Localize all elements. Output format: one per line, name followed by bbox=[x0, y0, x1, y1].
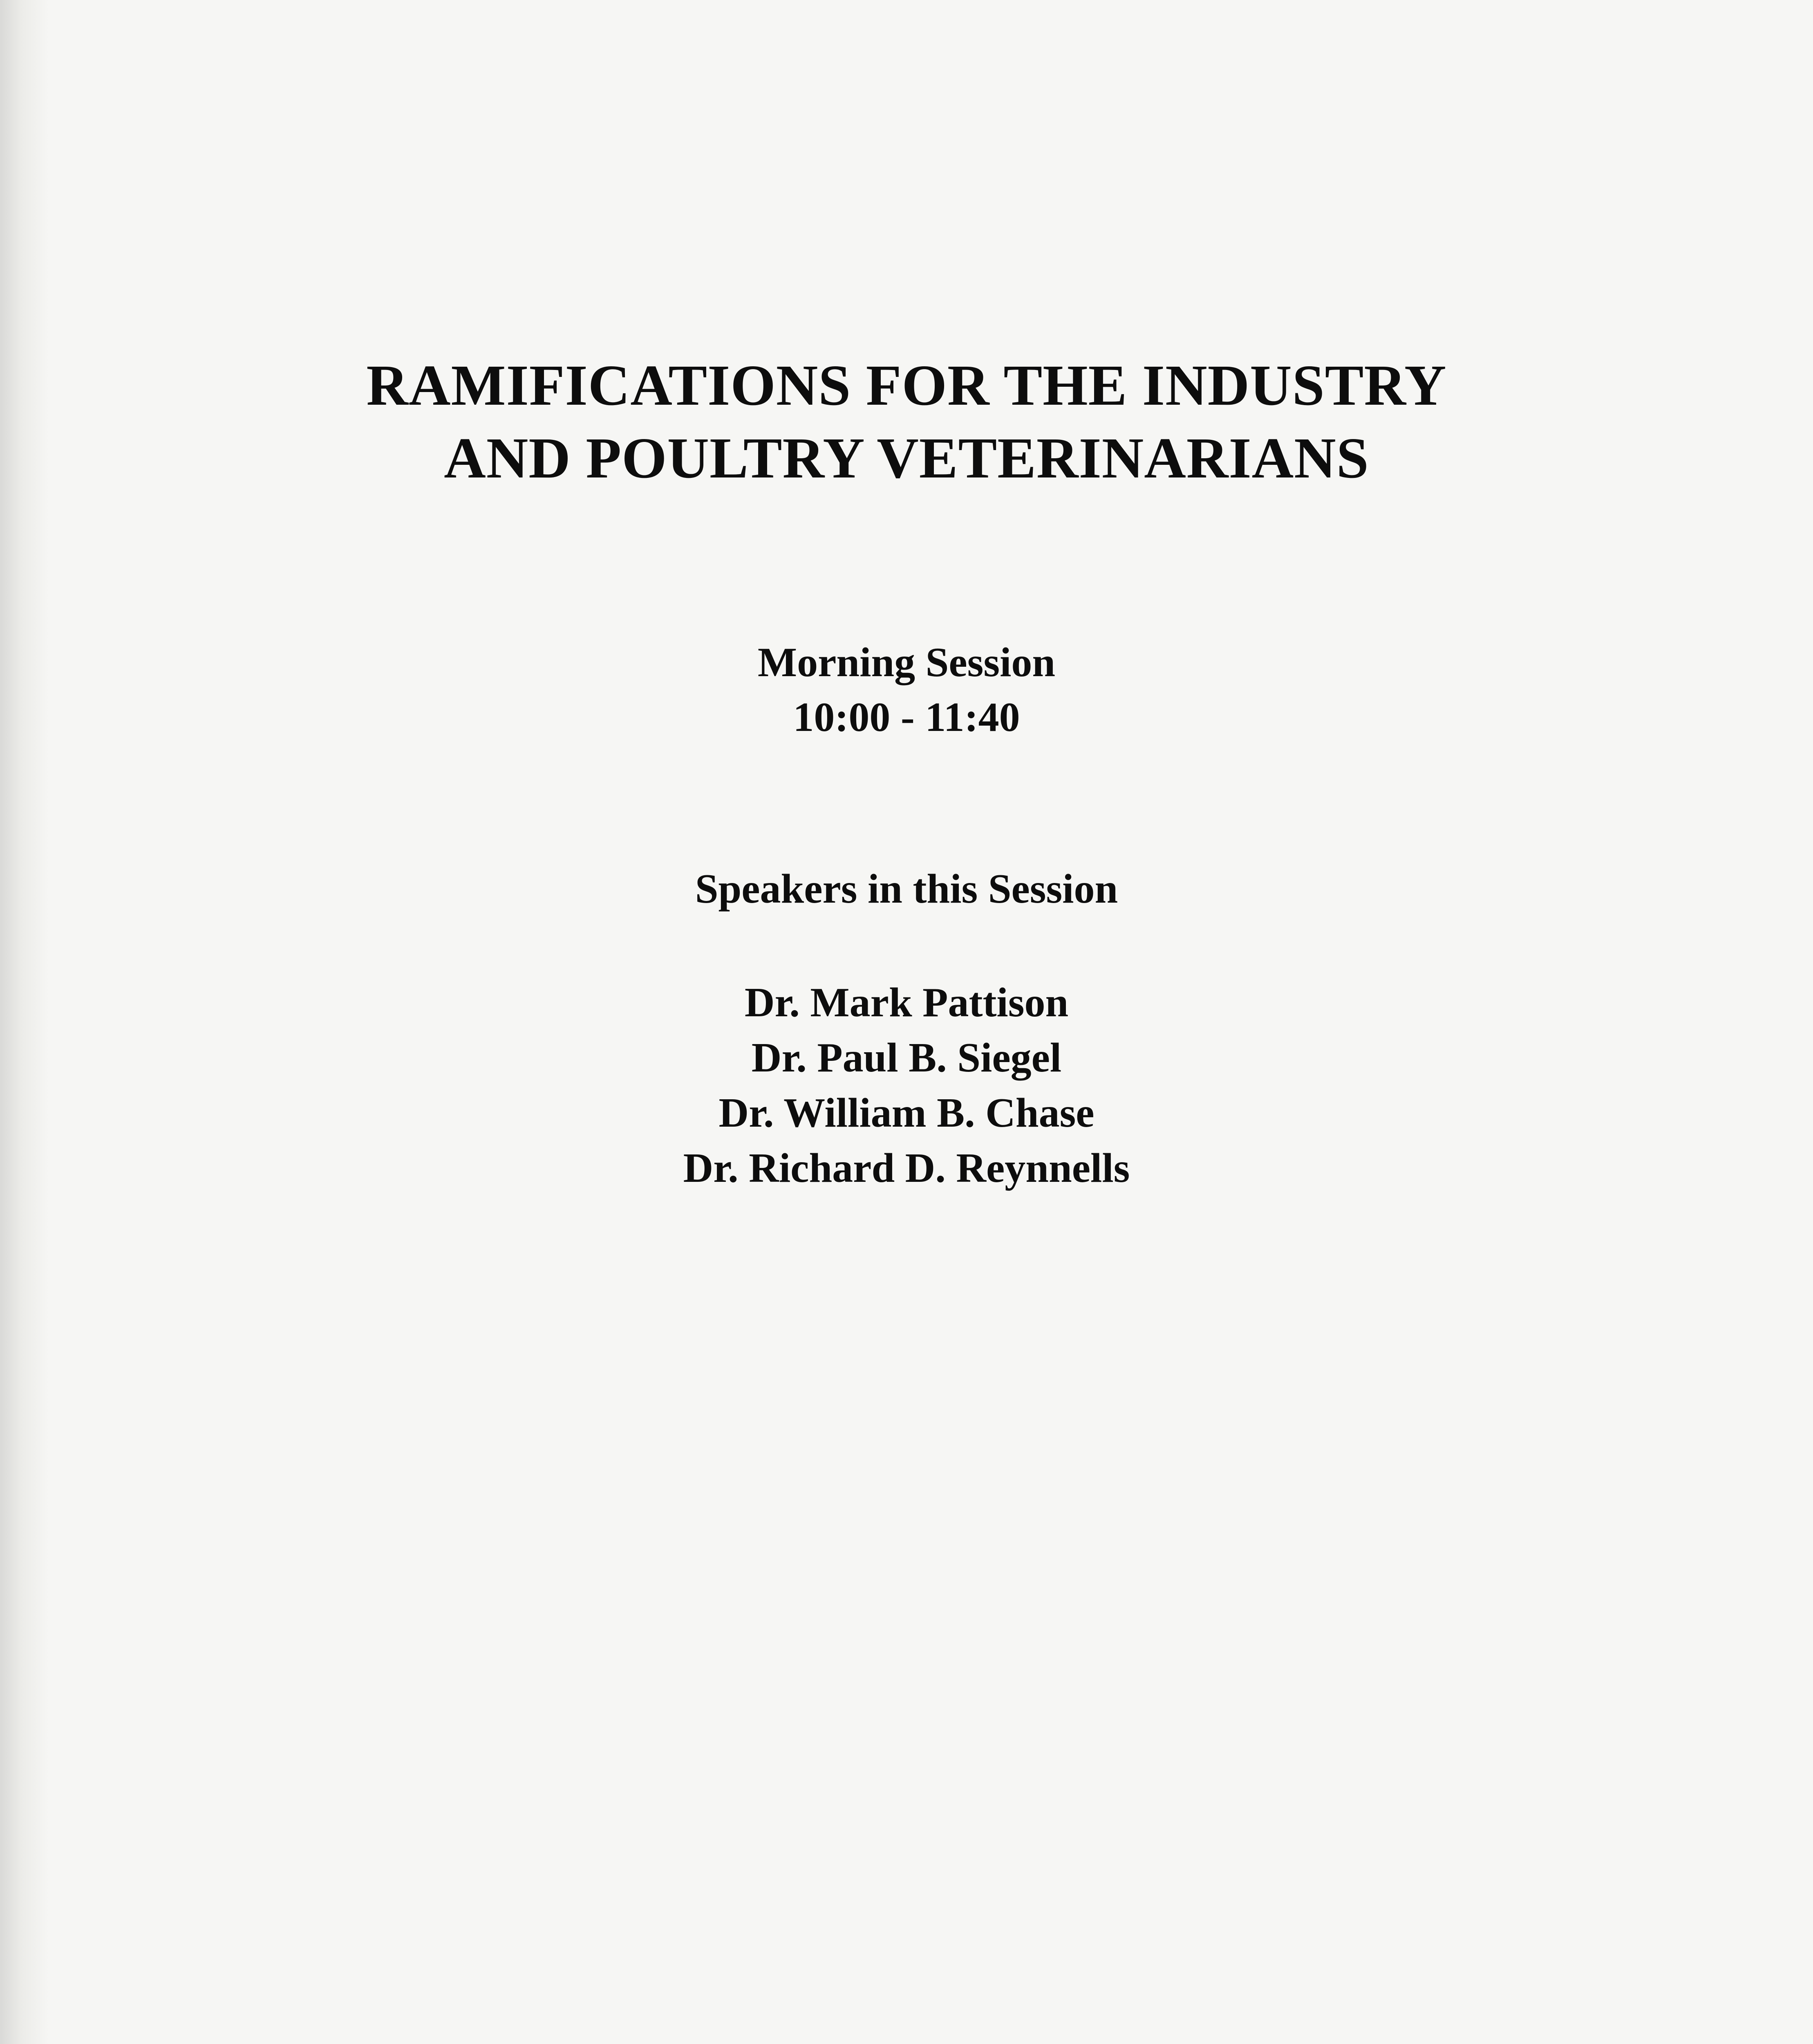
speakers-heading: Speakers in this Session bbox=[695, 866, 1118, 912]
speaker-name: Dr. Mark Pattison bbox=[744, 979, 1069, 1026]
page-title-line-1: RAMIFICATIONS FOR THE INDUSTRY bbox=[366, 353, 1447, 417]
speaker-name: Dr. Richard D. Reynnells bbox=[683, 1145, 1130, 1191]
speaker-name: Dr. Paul B. Siegel bbox=[751, 1035, 1062, 1081]
page-title-line-2: AND POULTRY VETERINARIANS bbox=[444, 426, 1369, 490]
session-time: 10:00 - 11:40 bbox=[793, 694, 1020, 740]
session-name: Morning Session bbox=[757, 639, 1056, 686]
speaker-name: Dr. William B. Chase bbox=[718, 1090, 1095, 1136]
speakers-list bbox=[0, 975, 1813, 1196]
